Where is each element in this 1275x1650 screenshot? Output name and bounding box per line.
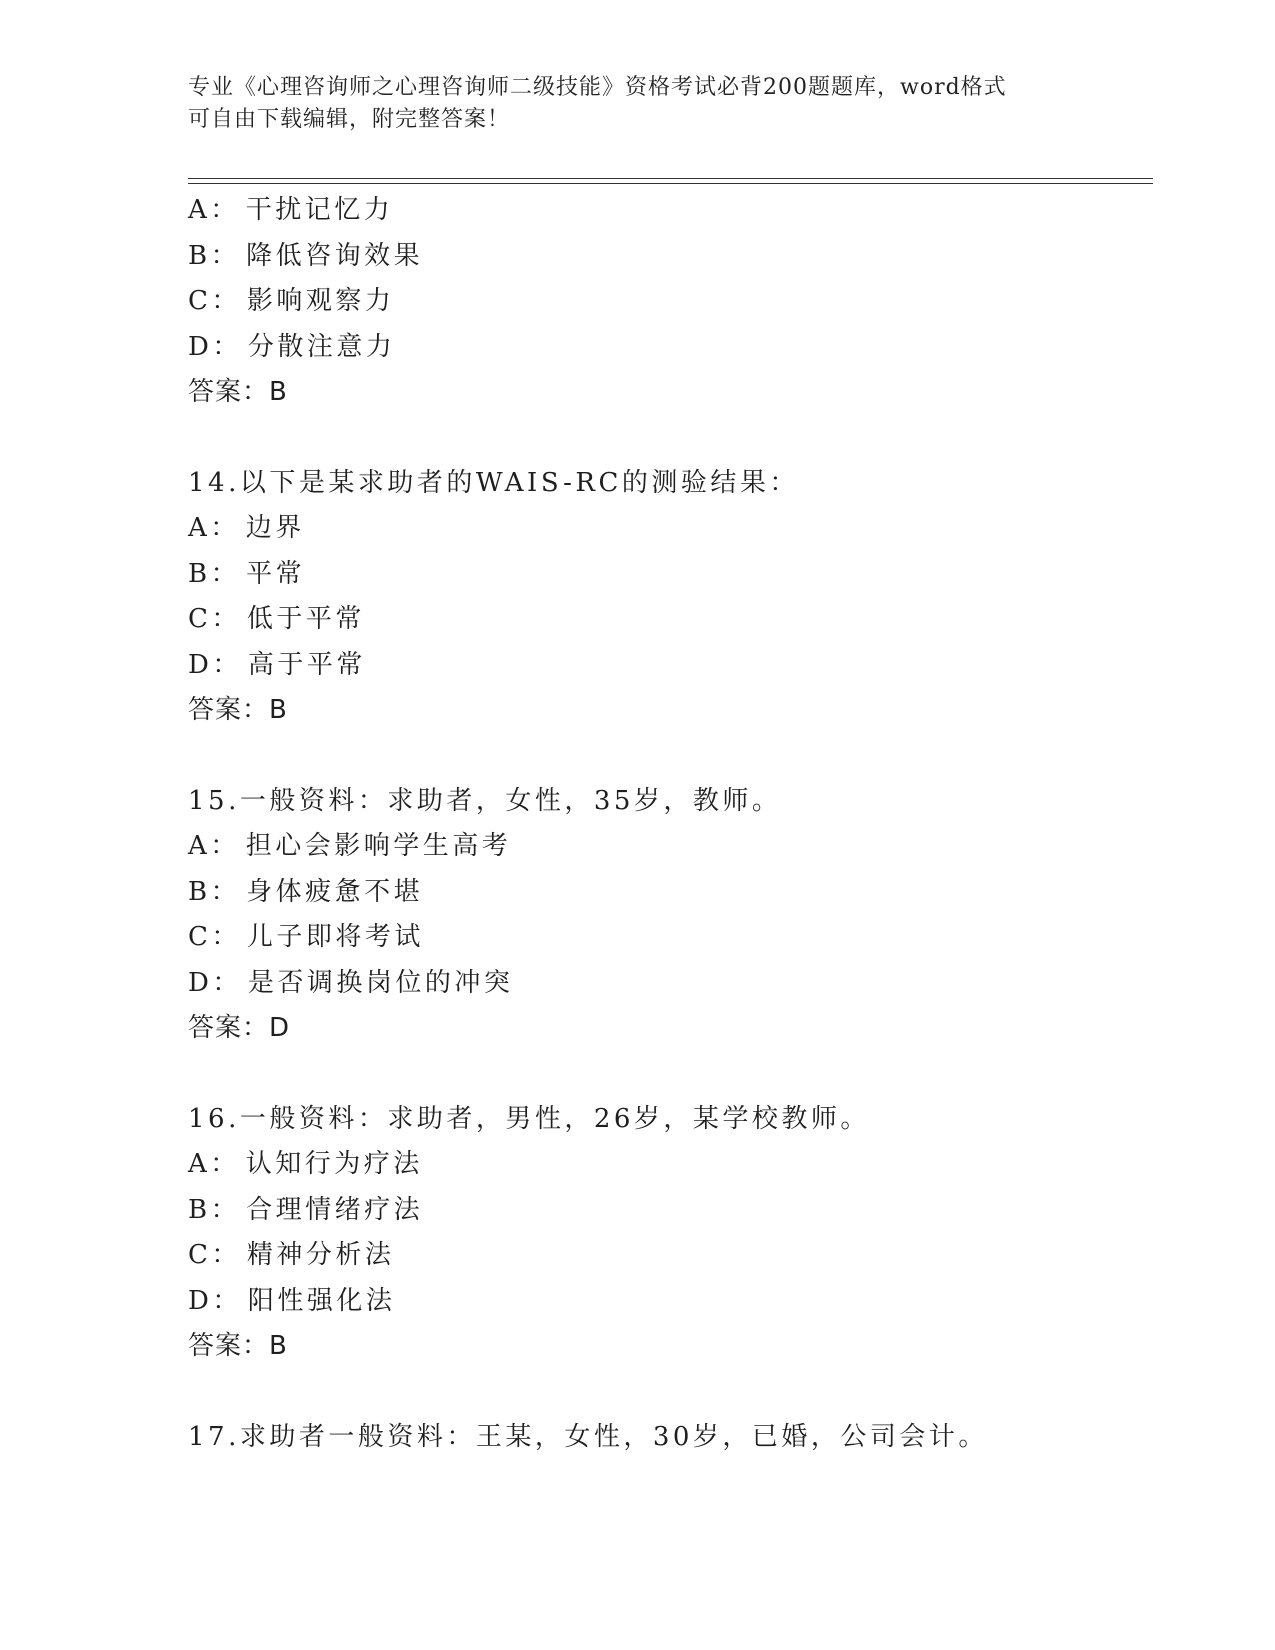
option-label: A： [188,195,240,225]
option-label: C： [188,286,241,316]
option-text: 高于平常 [247,649,366,680]
option-text: 精神分析法 [246,1240,395,1270]
option-text: 担心会影响学生高考 [245,831,512,861]
question-block [188,1415,1148,1461]
option-label: D： [188,331,242,362]
answer-line: 答案：D [188,1013,291,1043]
option-label: C： [188,922,241,952]
option-a [188,1142,1148,1188]
option-label: D： [188,967,242,998]
option-text: 降低咨询效果 [246,240,424,271]
document-header [188,72,1088,136]
option-text: 边界 [245,513,305,543]
option-text: 是否调换岗位的冲突 [247,967,514,998]
header-line-1: 专业《心理咨询师之心理咨询师二级技能》资格考试必背200题题库，word格式 [188,75,1007,100]
option-text: 干扰记忆力 [245,195,394,225]
option-label: C： [188,1240,241,1270]
question-title: 17.求助者一般资料：王某，女性，30岁，已婚，公司会计。 [188,1421,988,1452]
option-text: 身体疲惫不堪 [246,876,424,907]
option-b [188,552,1148,598]
question-title: 14.以下是某求助者的WAIS-RC的测验结果： [188,467,799,498]
option-text: 平常 [246,558,306,589]
option-c [188,915,1148,961]
option-label: A： [188,1149,240,1179]
option-c [188,1233,1148,1279]
option-label: C： [188,604,241,634]
header-divider-top [188,178,1153,179]
option-text: 儿子即将考试 [246,922,424,952]
option-label: B： [188,240,241,271]
option-b [188,234,1148,280]
option-text: 低于平常 [246,604,365,634]
option-b [188,870,1148,916]
header-divider-bottom [188,183,1153,184]
option-label: B： [188,876,241,907]
answer-line: 答案：B [188,1331,288,1361]
option-b [188,1188,1148,1234]
option-a [188,824,1148,870]
option-c [188,597,1148,643]
option-d [188,643,1148,689]
option-label: D： [188,649,242,680]
answer-line: 答案：B [188,377,288,407]
question-block [188,779,1148,1052]
question-title: 15.一般资料：求助者，女性，35岁，教师。 [188,785,782,816]
question-title: 16.一般资料：求助者，男性，26岁，某学校教师。 [188,1103,870,1134]
question-list [188,188,1148,1460]
option-label: A： [188,513,240,543]
question-block [188,461,1148,734]
option-d [188,961,1148,1007]
option-a [188,188,1148,234]
option-c [188,279,1148,325]
option-label: B： [188,558,241,589]
option-text: 合理情绪疗法 [246,1194,424,1225]
option-a [188,506,1148,552]
option-text: 认知行为疗法 [245,1149,423,1179]
option-d [188,325,1148,371]
question-block [188,188,1148,416]
option-label: B： [188,1194,241,1225]
option-text: 影响观察力 [246,286,395,316]
option-label: A： [188,831,240,861]
question-block [188,1097,1148,1370]
option-d [188,1279,1148,1325]
answer-line: 答案：B [188,695,288,725]
option-text: 阳性强化法 [247,1285,396,1316]
header-line-2: 可自由下载编辑，附完整答案！ [188,107,511,132]
option-label: D： [188,1285,242,1316]
option-text: 分散注意力 [247,331,396,362]
